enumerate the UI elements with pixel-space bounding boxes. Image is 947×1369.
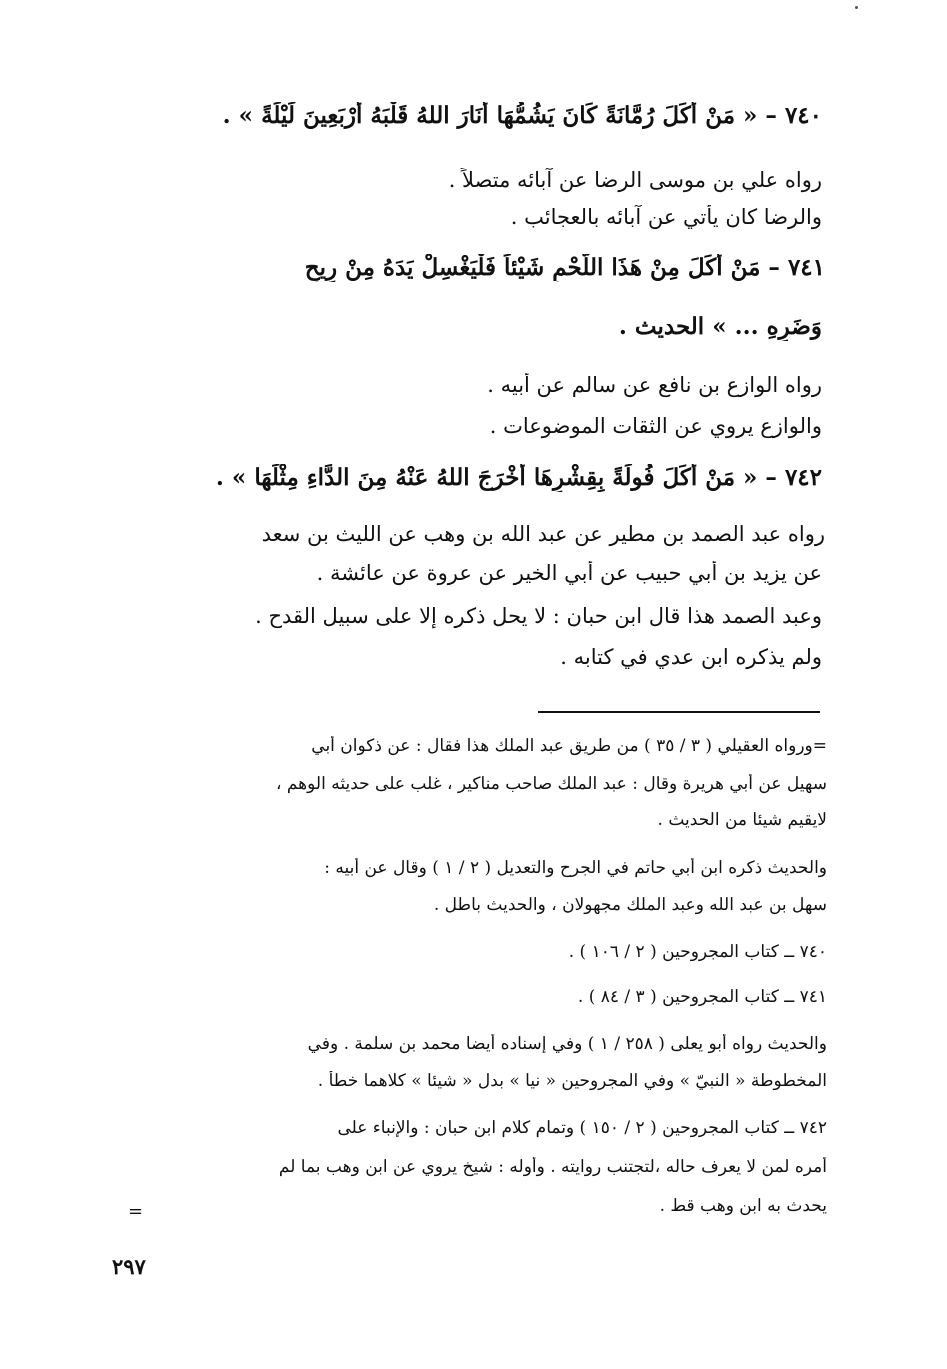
text-line: عن يزيد بن أبي حبيب عن أبي الخير عن عروة عن عائشة . bbox=[316, 561, 822, 585]
footnote-line: لايقيم شيئا من الحديث . bbox=[657, 810, 827, 830]
footnote-line: والحديث رواه أبو يعلى ( ٢٥٨ / ١ ) وفي إسناده أيضا محمد بن سلمة . وفي bbox=[307, 1034, 827, 1054]
footnote-line: يحدث به ابن وهب قط . bbox=[659, 1196, 827, 1216]
footnote-line: سهل بن عبد الله وعبد الملك مجهولان ، والحديث باطل . bbox=[433, 895, 827, 915]
footnote-ref-741: ٧٤١ ــ كتاب المجروحين ( ٣ / ٨٤ ) . bbox=[577, 987, 827, 1007]
footnote-line: المخطوطة « النبيّ » وفي المجروحين « نيا » بدل « شيئا » كلاهما خطأ . bbox=[317, 1071, 827, 1091]
footnote-ref-742: ٧٤٢ ــ كتاب المجروحين ( ٢ / ١٥٠ ) وتمام كلام ابن حبان : والإنباء على bbox=[337, 1118, 827, 1138]
footnote-ref-740: ٧٤٠ ــ كتاب المجروحين ( ٢ / ١٠٦ ) . bbox=[568, 942, 827, 962]
footnote-line: أمره لمن لا يعرف حاله ،لتجتنب روايته . وأوله : شيخ يروي عن ابن وهب بما لم bbox=[278, 1157, 827, 1177]
page-number: ٢٩٧ bbox=[112, 1254, 146, 1279]
speck bbox=[855, 6, 858, 9]
footnote-line: والحديث ذكره ابن أبي حاتم في الجرح والتعديل ( ٢ / ١ ) وقال عن أبيه : bbox=[324, 858, 827, 878]
text-line: ولم يذكره ابن عدي في كتابه . bbox=[560, 645, 822, 669]
hadith-741-cont: وَضَرِهِ ... » الحديث . bbox=[618, 313, 822, 340]
text-line: رواه عبد الصمد بن مطير عن عبد الله بن وهب عن الليث بن سعد bbox=[261, 522, 825, 546]
footnote-line: =ورواه العقيلي ( ٣ / ٣٥ ) من طريق عبد الملك هذا فقال : عن ذكوان أبي bbox=[311, 736, 827, 756]
hadith-742: ٧٤٢ – « مَنْ أَكَلَ فُولَةً بِقِشْرِهَا أَخْرَجَ اللهُ عَنْهُ مِنَ الدَّاءِ مِثْلَهَا » . bbox=[215, 464, 822, 491]
hadith-740: ٧٤٠ – « مَنْ أَكَلَ رُمَّانَةً كَانَ يَشُمُّهَا أَنَارَ اللهُ قَلْبَهُ أَرْبَعِينَ لَيْلَةً » . bbox=[222, 102, 822, 129]
footnote-separator bbox=[538, 711, 820, 713]
text-line: وعبد الصمد هذا قال ابن حبان : لا يحل ذكره إلا على سبيل القدح . bbox=[255, 604, 822, 628]
text-line: رواه علي بن موسى الرضا عن آبائه متصلاً . bbox=[448, 168, 822, 192]
text-line: رواه الوازع بن نافع عن سالم عن أبيه . bbox=[487, 373, 822, 397]
text-line: والرضا كان يأتي عن آبائه بالعجائب . bbox=[510, 205, 822, 229]
continuation-mark: = bbox=[128, 1201, 144, 1222]
text-line: والوازع يروي عن الثقات الموضوعات . bbox=[489, 414, 822, 438]
hadith-741: ٧٤١ – مَنْ أَكَلَ مِنْ هَذَا اللَّحْمِ شَيْئاً فَلْيَغْسِلْ يَدَهُ مِنْ رِيحِ bbox=[304, 254, 825, 281]
footnote-line: سهيل عن أبي هريرة وقال : عبد الملك صاحب مناكير ، غلب على حديثه الوهم ، bbox=[275, 774, 827, 794]
